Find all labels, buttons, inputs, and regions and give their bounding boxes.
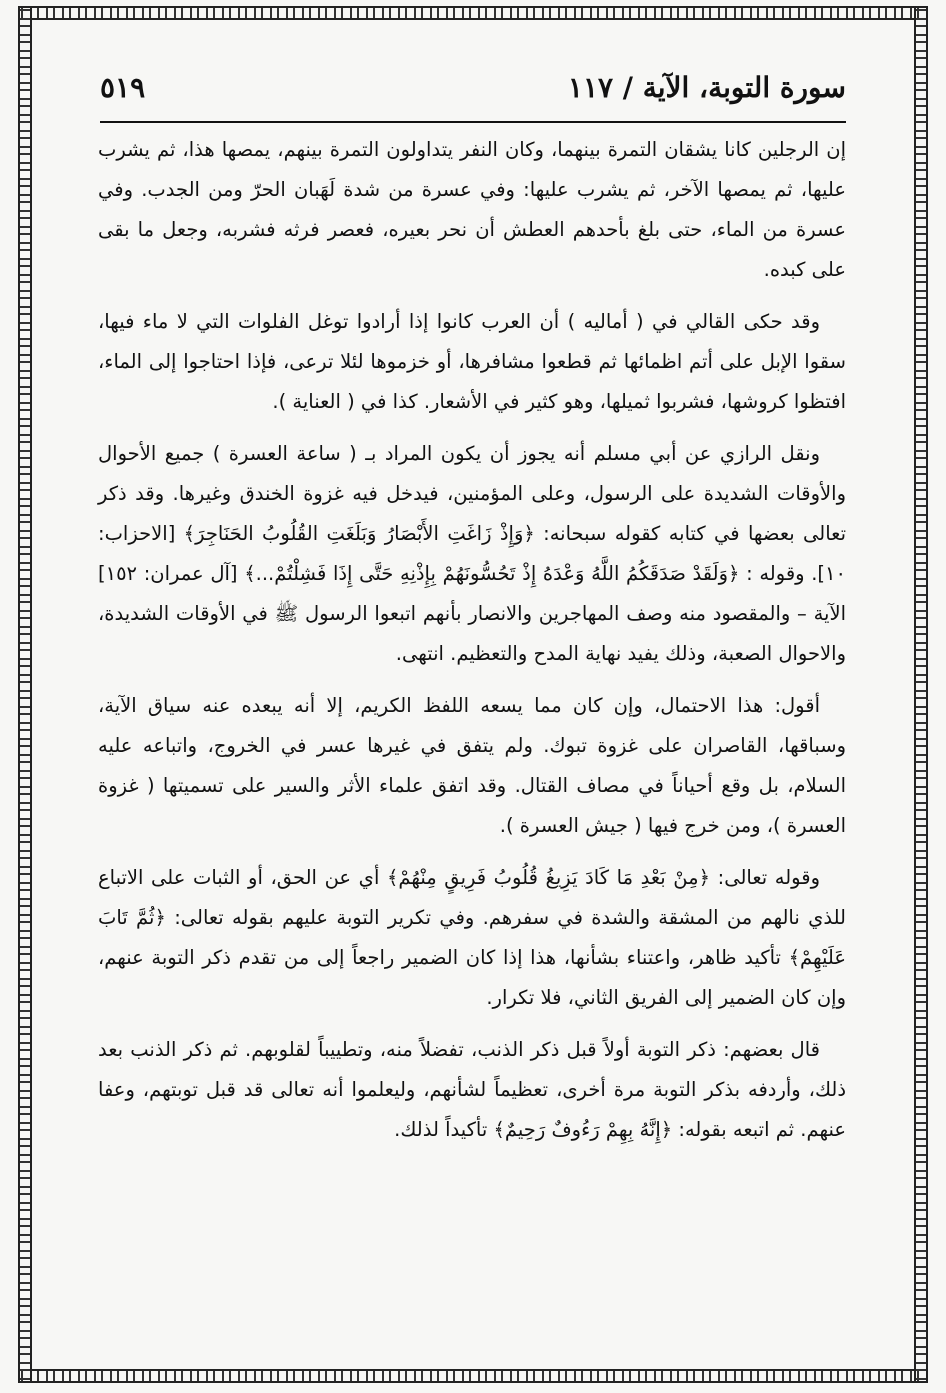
paragraph: قال بعضهم: ذكر التوبة أولاً قبل ذكر الذنب، تفضلاً منه، وتطييباً لقلوبهم. ثم ذكر الذنب بعد ذلك، وأردفه بذكر التوبة مرة أخرى، تعظيماً لشأنهم، وليعلموا أنه تعالى قد قبل توبتهم، وعفا عنهم. ثم اتبعه بقوله: ﴿إِنَّهُ بِهِمْ رَءُوفٌ رَحِيمٌ﴾ تأكيداً لذلك.	[98, 1038, 846, 1141]
decorative-border-bottom	[18, 1369, 928, 1383]
paragraph: وقوله تعالى: ﴿مِنْ بَعْدِ مَا كَادَ يَزِيغُ قُلُوبُ فَرِيقٍ مِنْهُمْ﴾ أي عن الحق، أو الثبات على الاتباع للذي نالهم من المشقة والشدة في سفرهم. وفي تكرير التوبة عليهم بقوله تعالى: ﴿ثُمَّ تَابَ عَلَيْهِمْ﴾ تأكيد ظاهر، واعتناء بشأنها، هذا إذا كان الضمير راجعاً إلى من تقدم ذكر التوبة عنهم، وإن كان الضمير إلى الفريق الثاني، فلا تكرار.	[98, 866, 846, 1009]
decorative-border-right	[914, 6, 928, 1383]
paragraph: أقول: هذا الاحتمال، وإن كان مما يسعه اللفظ الكريم، إلا أنه يبعده عنه سياق الآية، وسباقها، القاصران على غزوة تبوك. ولم يتفق في غيرها عسر في الخروج، واتباعه عليه السلام، بل وقع أحياناً في مصاف القتال. وقد اتفق علماء الأثر والسير على تسميتها ( غزوة العسرة )، ومن خرج فيها ( جيش العسرة ).	[98, 694, 846, 837]
paragraph: إن الرجلين كانا يشقان التمرة بينهما، وكان النفر يتداولون التمرة بينهم، يمصها هذا، ثم يشرب عليها، ثم يمصها الآخر، ثم يشرب عليها: وفي عسرة من شدة لَهَبان الحرّ ومن الجدب. وفي عسرة من الماء، حتى بلغ بأحدهم العطش أن نحر بعيره، فعصر فرثه فشربه، وجعل ما بقى على كبده.	[98, 138, 846, 281]
running-title: سورة التوبة، الآية / ١١٧	[567, 70, 846, 104]
decorative-border-left	[18, 6, 32, 1383]
paragraph: وقد حكى القالي في ( أماليه ) أن العرب كانوا إذا أرادوا توغل الفلوات التي لا ماء فيها، سقوا الإبل على أتم اظمائها ثم قطعوا مشافرها، أو خزموها لئلا ترعى، فإذا احتاجوا إلى الماء، افتظوا كروشها، فشربوا ثميلها، وهو كثير في الأشعار. كذا في ( العناية ).	[98, 310, 846, 413]
page-header	[100, 62, 846, 112]
page-body	[98, 130, 846, 1162]
decorative-border-top	[18, 6, 928, 20]
paragraph: ونقل الرازي عن أبي مسلم أنه يجوز أن يكون المراد بـ ( ساعة العسرة ) جميع الأحوال والأوقات الشديدة على الرسول، وعلى المؤمنين، فيدخل فيه غزوة الخندق وغيرها. وقد ذكر تعالى بعضها في كتابه كقوله سبحانه: ﴿وَإِذْ زَاغَتِ الأَبْصَارُ وَبَلَغَتِ القُلُوبُ الحَنَاجِرَ﴾ [الاحزاب: ١٠]. وقوله : ﴿وَلَقَدْ صَدَقَكُمُ اللَّهُ وَعْدَهُ إِذْ تَحُسُّونَهُمْ بِإِذْنِهِ حَتَّى إِذَا فَشِلْتُمْ...﴾ [آل عمران: ١٥٢] الآية – والمقصود منه وصف المهاجرين والانصار بأنهم اتبعوا الرسول ﷺ في الأوقات الشديدة، والاحوال الصعبة، وذلك يفيد نهاية المدح والتعظيم. انتهى.	[98, 442, 846, 665]
page-number: ٥١٩	[100, 70, 146, 104]
header-rule	[100, 121, 846, 123]
